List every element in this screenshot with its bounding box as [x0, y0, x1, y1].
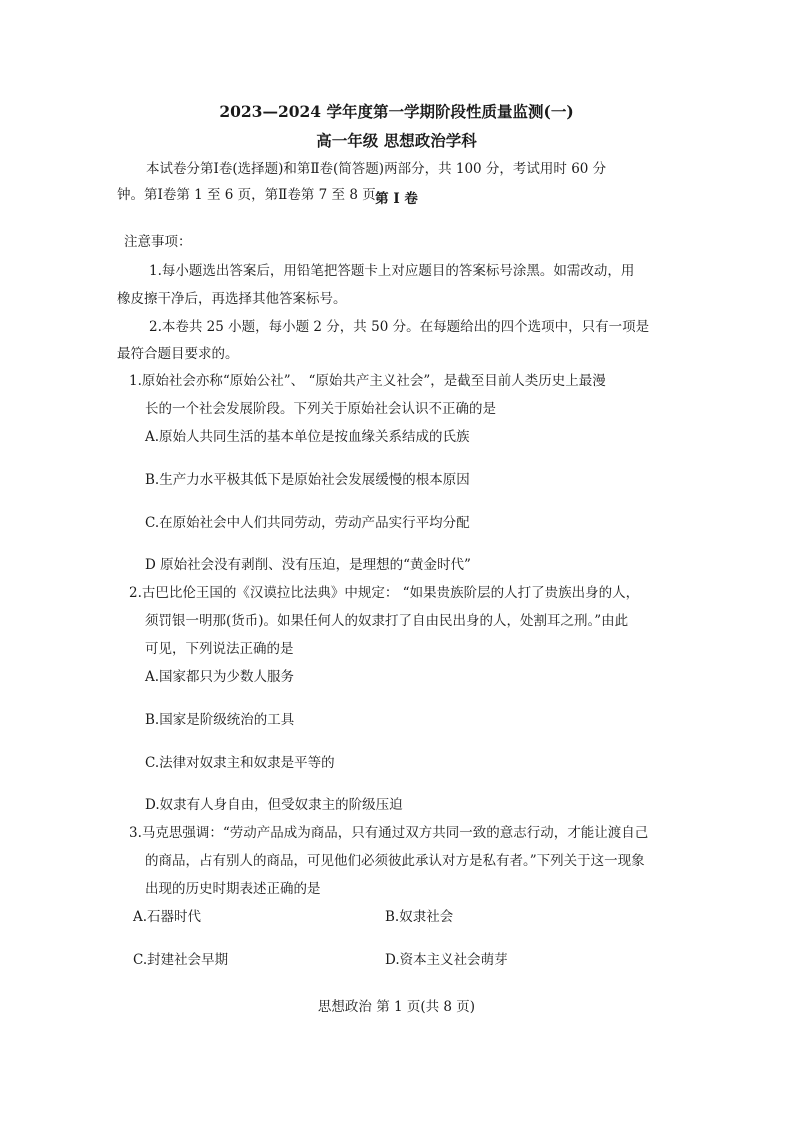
- question-3-option-a: A.石器时代: [133, 909, 202, 925]
- question-2-stem-line-2: 须罚银一明那(货币)。如果任何人的奴隶打了自由民出身的人，处割耳之刑。”由此: [145, 613, 629, 629]
- question-3-stem-line-1: 3.马克思强调：“劳动产品成为商品，只有通过双方共同一致的意志行动，才能让渡自己: [129, 825, 649, 841]
- question-2-stem-line-1: 2.古巴比伦王国的《汉谟拉比法典》中规定： “如果贵族阶层的人打了贵族出身的人，: [129, 585, 640, 601]
- question-3-option-d: D.资本主义社会萌芽: [385, 952, 508, 968]
- question-1-stem-line-1: 1.原始社会亦称“原始公社”、 “原始共产主义社会”，是截至目前人类历史上最漫: [129, 373, 606, 389]
- notice-item-1-line-1: 1.每小题选出答案后，用铅笔把答题卡上对应题目的答案标号涂黑。如需改动，用: [149, 263, 635, 279]
- question-1-stem-line-2: 长的一个社会发展阶段。下列关于原始社会认识不正确的是: [145, 401, 496, 417]
- notice-item-1-line-2: 橡皮擦干净后，再选择其他答案标号。: [117, 291, 347, 307]
- question-3-stem-line-2: 的商品，占有别人的商品，可见他们必须彼此承认对方是私有者。”下列关于这一现象: [145, 853, 645, 869]
- question-1-option-b: B.生产力水平极其低下是原始社会发展缓慢的根本原因: [145, 472, 470, 488]
- page-footer: 思想政治 第 1 页(共 8 页): [317, 999, 476, 1015]
- exam-subtitle: 高一年级 思想政治学科: [316, 131, 477, 150]
- question-2-option-d: D.奴隶有人身自由，但受奴隶主的阶级压迫: [145, 797, 403, 813]
- notice-heading: 注意事项：: [124, 234, 192, 250]
- exam-title: 2023—2024 学年度第一学期阶段性质量监测(一): [219, 102, 574, 121]
- question-2-option-b: B.国家是阶级统治的工具: [145, 712, 295, 728]
- question-2-stem-line-3: 可见，下列说法正确的是: [145, 641, 294, 657]
- intro-line-1: 本试卷分第Ⅰ卷(选择题)和第Ⅱ卷(简答题)两部分，共 100 分，考试用时 60 分: [146, 161, 607, 177]
- question-1-option-a: A.原始人共同生活的基本单位是按血缘关系结成的氏族: [145, 429, 470, 445]
- section-heading: 第 Ⅰ 卷: [375, 191, 418, 207]
- question-3-option-b: B.奴隶社会: [385, 909, 454, 925]
- notice-item-2-line-2: 最符合题目要求的。: [117, 346, 239, 362]
- question-3-stem-line-3: 出现的历史时期表述正确的是: [145, 881, 321, 897]
- question-2-option-c: C.法律对奴隶主和奴隶是平等的: [145, 755, 335, 771]
- question-1-option-d: D 原始社会没有剥削、没有压迫，是理想的“黄金时代”: [145, 557, 471, 573]
- intro-line-2: 钟。第Ⅰ卷第 1 至 6 页，第Ⅱ卷第 7 至 8 页。: [117, 187, 390, 203]
- question-2-option-a: A.国家都只为少数人服务: [145, 669, 295, 685]
- question-1-option-c: C.在原始社会中人们共同劳动，劳动产品实行平均分配: [145, 515, 470, 531]
- notice-item-2-line-1: 2.本卷共 25 小题，每小题 2 分，共 50 分。在每题给出的四个选项中，只有一项是: [149, 319, 650, 335]
- question-3-option-c: C.封建社会早期: [133, 952, 229, 968]
